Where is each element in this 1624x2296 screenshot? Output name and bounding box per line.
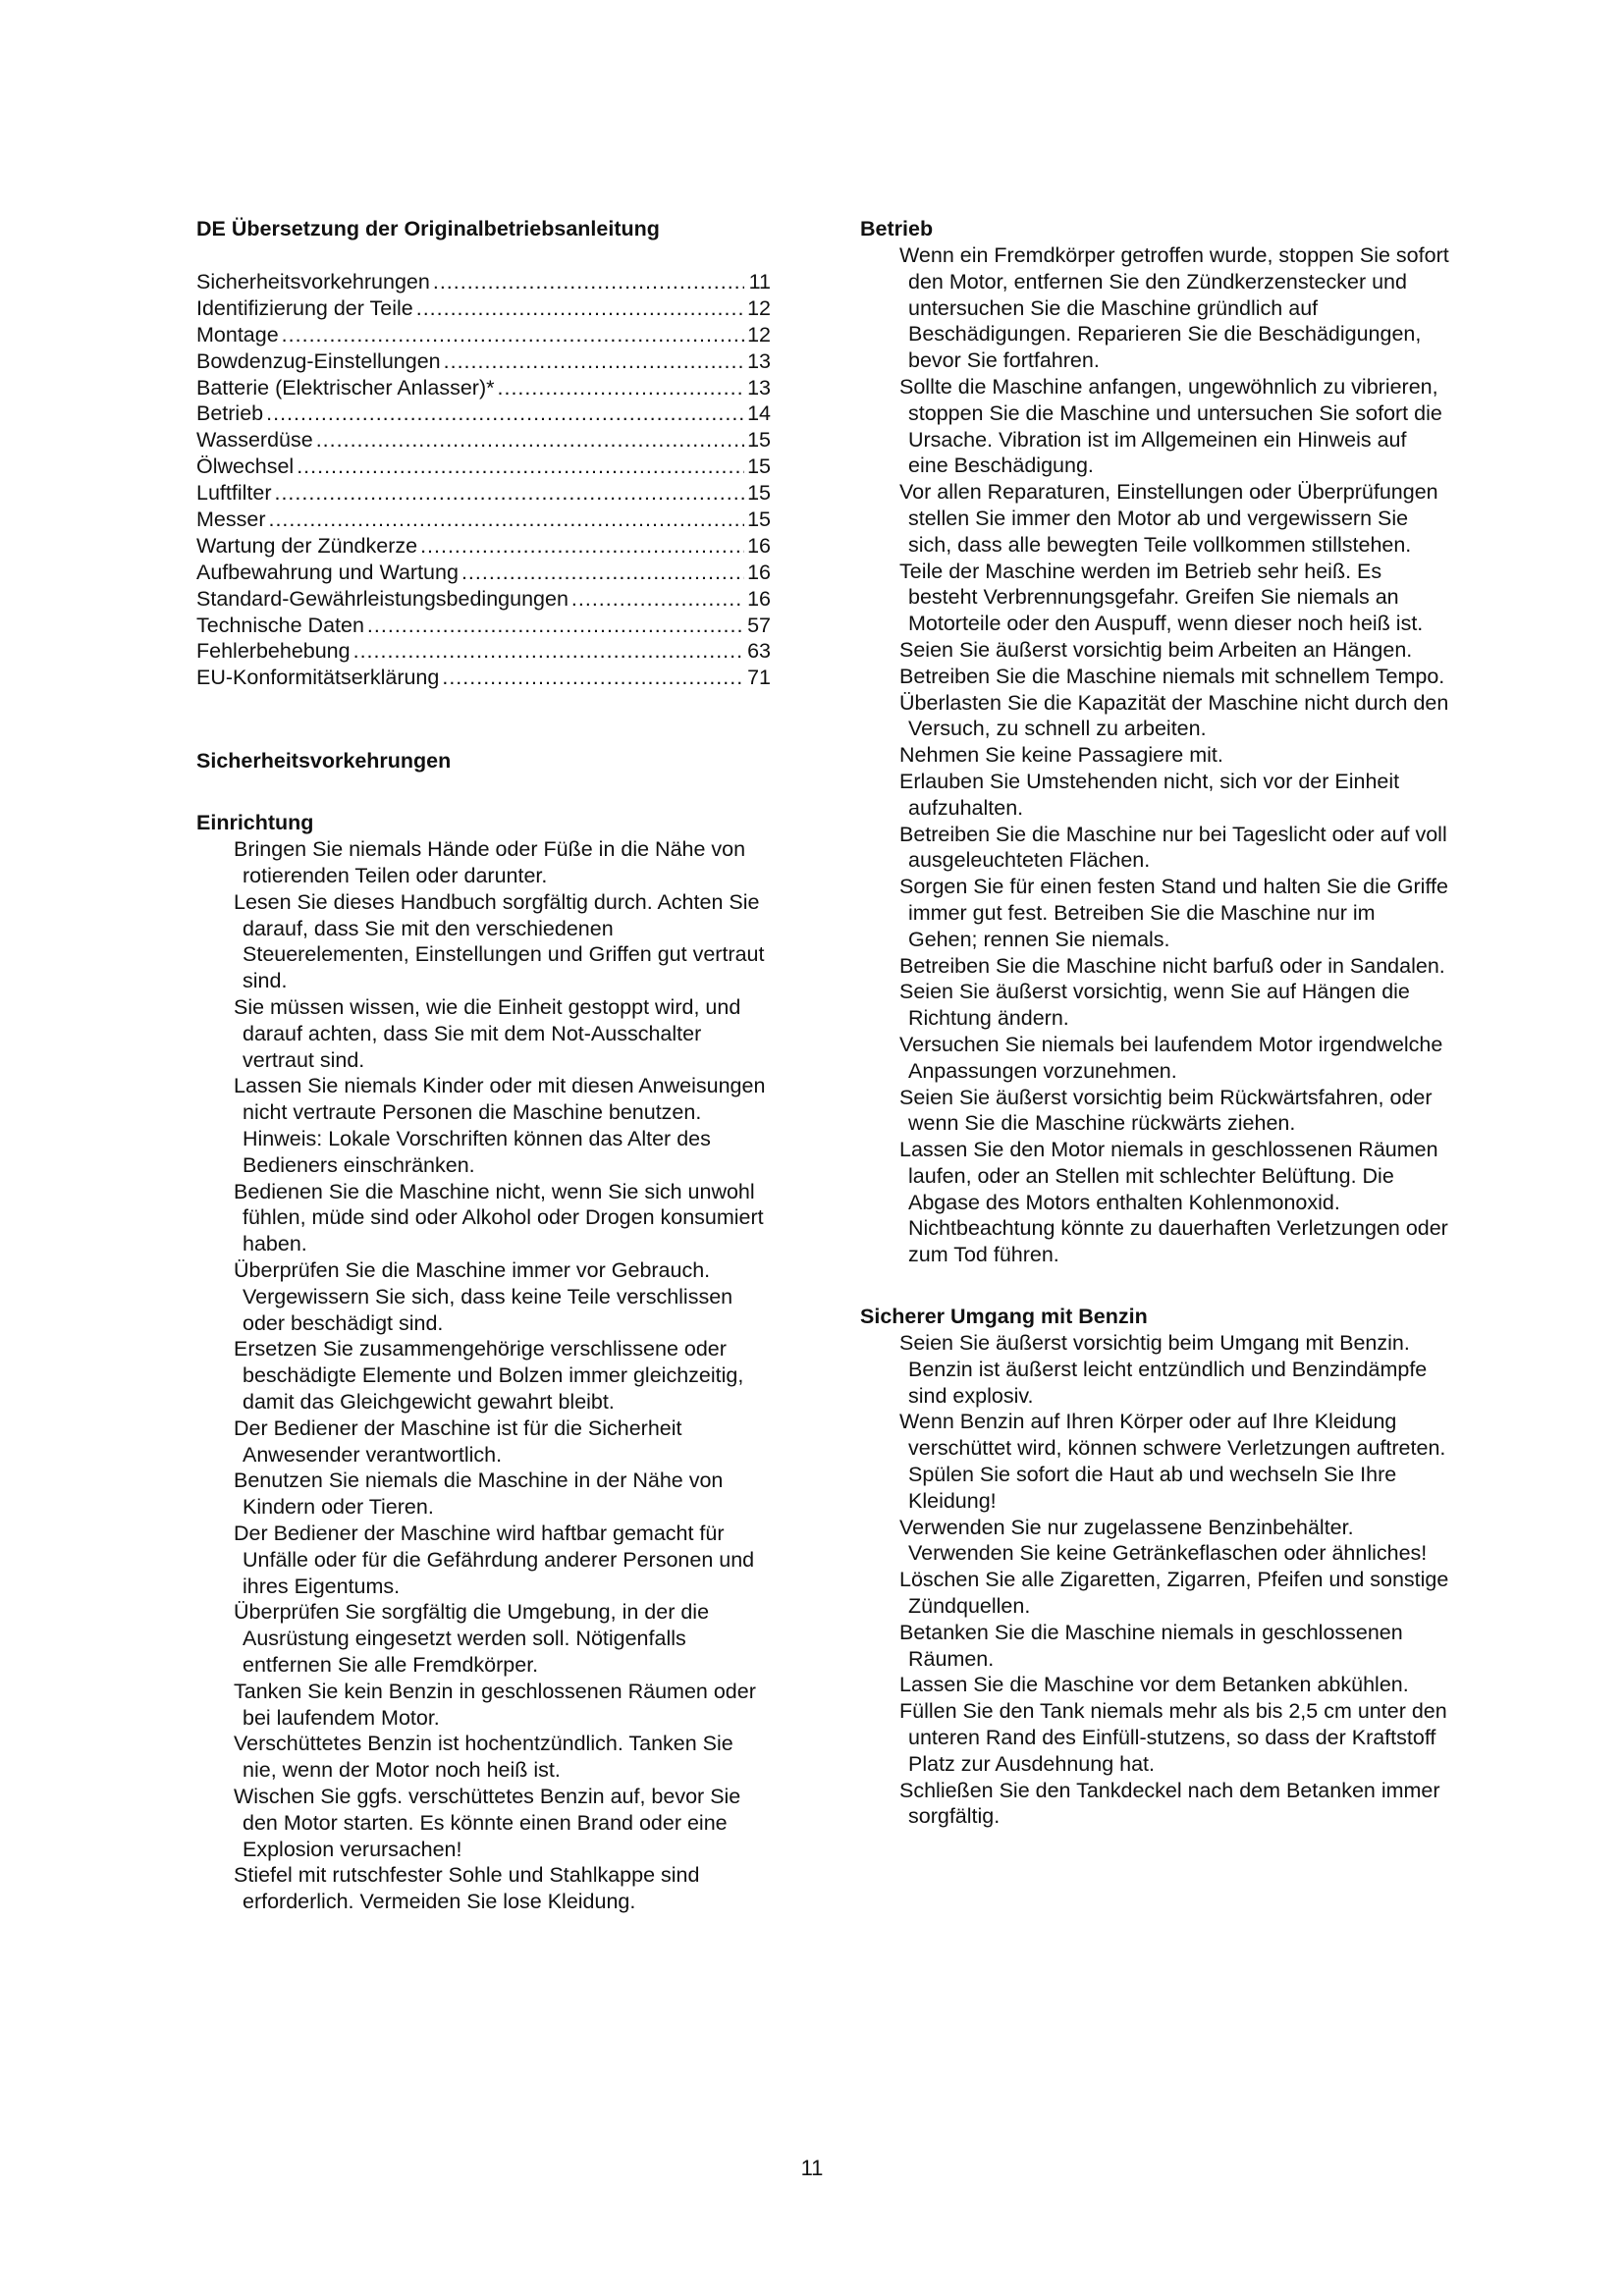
toc-entry-page: 13 — [747, 348, 771, 373]
instruction-item: Versuchen Sie niemals bei laufendem Motor irgendwelche Anpassungen vorzunehmen. — [899, 1032, 1443, 1083]
instruction-item: Wischen Sie ggfs. verschüttetes Benzin auf, bevor Sie den Motor starten. Es könnte einen Brand oder eine Explosion verursachen! — [234, 1784, 741, 1861]
toc-entry-page: 16 — [747, 533, 771, 558]
toc-entry — [196, 427, 771, 454]
toc-entry-title: Luftfilter — [196, 481, 272, 506]
toc-entry-title: Batterie (Elektrischer Anlasser)* — [196, 375, 495, 400]
instruction-item: Betanken Sie die Maschine niemals in geschlossenen Räumen. — [899, 1620, 1403, 1671]
toc-entry — [196, 638, 771, 665]
instruction-item: Überprüfen Sie die Maschine immer vor Gebrauch. Vergewissern Sie sich, dass keine Teile verschlissen oder beschädigt sind. — [234, 1258, 733, 1335]
toc-entry-title: Sicherheitsvorkehrungen — [196, 270, 430, 294]
toc-entry-page: 11 — [748, 270, 771, 294]
instruction-item: Seien Sie äußerst vorsichtig beim Arbeiten an Hängen. — [899, 637, 1413, 662]
instruction-item: Verwenden Sie nur zugelassene Benzinbehälter. Verwenden Sie keine Getränkeflaschen oder ähnliches! — [899, 1515, 1428, 1566]
subsection-heading-fuel: Sicherer Umgang mit Benzin — [860, 1305, 1148, 1329]
toc-leader-dots — [353, 638, 744, 665]
instruction-item: Benutzen Sie niemals die Maschine in der Nähe von Kindern oder Tieren. — [234, 1468, 724, 1520]
toc-entry — [196, 454, 771, 480]
toc-entry-title: Messer — [196, 507, 266, 532]
toc-entry-title: Identifizierung der Teile — [196, 295, 413, 320]
instruction-item: Stiefel mit rutschfester Sohle und Stahlkappe sind erforderlich. Vermeiden Sie lose Kleidung. — [234, 1863, 700, 1914]
right-column — [860, 216, 1449, 1830]
toc-leader-dots — [571, 586, 744, 613]
toc-entry-page: 12 — [747, 322, 771, 347]
toc-entry-page: 15 — [747, 507, 771, 532]
toc-entry — [196, 507, 771, 533]
toc-entry-page: 14 — [747, 401, 771, 426]
instruction-item: Lassen Sie die Maschine vor dem Betanken abkühlen. — [899, 1673, 1409, 1697]
instruction-item: Betreiben Sie die Maschine niemals mit schnellem Tempo. — [899, 664, 1445, 688]
operation-instructions-list — [860, 242, 1449, 1268]
instruction-item: Sollte die Maschine anfangen, ungewöhnlich zu vibrieren, stoppen Sie die Maschine und untersuchen Sie sofort die Ursache. Vibration ist im Allgemeinen ein Hinweis auf eine Beschädigung. — [899, 374, 1442, 478]
instruction-item: Bringen Sie niemals Hände oder Füße in die Nähe von rotierenden Teilen oder darunter. — [234, 837, 746, 888]
subsection-heading-operation: Betrieb — [860, 217, 934, 240]
instruction-item: Lesen Sie dieses Handbuch sorgfältig durch. Achten Sie darauf, dass Sie mit den verschiedenen Steuerelementen, Einstellungen und Griffen gut vertraut sind. — [234, 889, 765, 993]
instruction-item: Wenn Benzin auf Ihren Körper oder auf Ihre Kleidung verschüttet wird, können schwere Verletzungen auftreten. Spülen Sie sofort die Haut ab und wechseln Sie Ihre Kleidung! — [899, 1410, 1446, 1513]
toc-entry-title: Technische Daten — [196, 613, 364, 637]
instruction-item: Lassen Sie den Motor niemals in geschlossenen Räumen laufen, oder an Stellen mit schlechter Belüftung. Die Abgase des Motors enthalten Kohlenmonoxid. Nichtbeachtung könnte zu dauerhaften Verletzungen oder zum Tod führen. — [899, 1138, 1448, 1267]
instruction-item: Wenn ein Fremdkörper getroffen wurde, stoppen Sie sofort den Motor, entfernen Sie den Zündkerzenstecker und untersuchen Sie die Maschine gründlich auf Beschädigungen. Reparieren Sie die Beschädigungen, bevor Sie fortfahren. — [899, 243, 1449, 373]
toc-leader-dots — [442, 665, 744, 691]
instruction-item: Erlauben Sie Umstehenden nicht, sich vor der Einheit aufzuhalten. — [899, 769, 1400, 820]
toc-entry — [196, 613, 771, 639]
toc-entry-page: 16 — [747, 560, 771, 584]
toc-entry-page: 57 — [747, 613, 771, 637]
toc-entry-title: EU-Konformitätserklärung — [196, 666, 440, 690]
toc-entry — [196, 295, 771, 322]
toc-leader-dots — [367, 613, 744, 639]
toc-entry — [196, 586, 771, 613]
toc-entry-title: Wasserdüse — [196, 428, 313, 453]
instruction-item: Verschüttetes Benzin ist hochentzündlich. Tanken Sie nie, wenn der Motor noch heiß ist. — [234, 1732, 733, 1783]
toc-entry — [196, 480, 771, 507]
toc-leader-dots — [268, 507, 744, 533]
instruction-item: Nehmen Sie keine Passagiere mit. — [899, 743, 1223, 768]
toc-entry — [196, 400, 771, 427]
instruction-item: Ersetzen Sie zusammengehörige verschlissene oder beschädigte Elemente und Bolzen immer gleichzeitig, damit das Gleichgewicht gewahrt bleibt. — [234, 1337, 744, 1414]
section-heading-safety: Sicherheitsvorkehrungen — [196, 749, 452, 774]
toc-leader-dots — [498, 375, 745, 401]
instruction-item: Sie müssen wissen, wie die Einheit gestoppt wird, und darauf achten, dass Sie mit dem Not-Ausschalter vertraut sind. — [234, 995, 741, 1072]
instruction-item: Schließen Sie den Tankdeckel nach dem Betanken immer sorgfältig. — [899, 1778, 1440, 1829]
toc-leader-dots — [433, 269, 744, 295]
left-column — [196, 216, 771, 1915]
toc-entry — [196, 665, 771, 691]
toc-leader-dots — [282, 322, 744, 348]
toc-entry-page: 63 — [747, 639, 771, 664]
toc-entry-page: 71 — [747, 666, 771, 690]
instruction-item: Bedienen Sie die Maschine nicht, wenn Sie sich unwohl fühlen, müde sind oder Alkohol oder Drogen konsumiert haben. — [234, 1179, 764, 1256]
toc-entry-title: Montage — [196, 322, 279, 347]
instruction-item: Löschen Sie alle Zigaretten, Zigarren, Pfeifen und sonstige Zündquellen. — [899, 1568, 1449, 1619]
toc-leader-dots — [297, 454, 744, 480]
toc-entry — [196, 269, 771, 295]
toc-leader-dots — [266, 400, 744, 427]
toc-leader-dots — [420, 533, 744, 560]
toc-entry-title: Betrieb — [196, 401, 264, 426]
toc-entry-title: Wartung der Zündkerze — [196, 533, 418, 558]
document-title: DE Übersetzung der Originalbetriebsanleitung — [196, 217, 660, 240]
toc-entry-title: Bowdenzug-Einstellungen — [196, 348, 441, 373]
toc-entry — [196, 560, 771, 586]
toc-entry — [196, 322, 771, 348]
instruction-item: Lassen Sie niemals Kinder oder mit diesen Anweisungen nicht vertraute Personen die Maschine benutzen. Hinweis: Lokale Vorschriften können das Alter des Bedieners einschränken. — [234, 1074, 766, 1177]
instruction-item: Betreiben Sie die Maschine nur bei Tageslicht oder auf voll ausgeleuchteten Flächen. — [899, 822, 1447, 873]
instruction-item: Der Bediener der Maschine ist für die Sicherheit Anwesender verantwortlich. — [234, 1415, 682, 1467]
instruction-item: Sorgen Sie für einen festen Stand und halten Sie die Griffe immer gut fest. Betreiben Sie die Maschine nur im Gehen; rennen Sie niemals. — [899, 875, 1448, 951]
toc-entry-title: Fehlerbehebung — [196, 639, 351, 664]
instruction-item: Seien Sie äußerst vorsichtig beim Rückwärtsfahren, oder wenn Sie die Maschine rückwärts ziehen. — [899, 1085, 1433, 1136]
toc-entry-page: 15 — [747, 454, 771, 479]
toc-entry-title: Aufbewahrung und Wartung — [196, 560, 459, 584]
setup-instructions-list — [196, 836, 771, 1915]
toc-entry-title: Ölwechsel — [196, 454, 295, 479]
instruction-item: Vor allen Reparaturen, Einstellungen oder Überprüfungen stellen Sie immer den Motor ab und vergewissern Sie sich, dass alle bewegten Teile vollkommen stillstehen. — [899, 480, 1438, 557]
page-number: 11 — [800, 2156, 824, 2180]
instruction-item: Seien Sie äußerst vorsichtig, wenn Sie auf Hängen die Richtung ändern. — [899, 980, 1410, 1031]
instruction-item: Teile der Maschine werden im Betrieb sehr heiß. Es besteht Verbrennungsgefahr. Greifen Sie niemals an Motorteile oder den Auspuff, wenn dieser noch heiß ist. — [899, 559, 1424, 636]
toc-leader-dots — [416, 295, 744, 322]
toc-entry-title: Standard-Gewährleistungsbedingungen — [196, 586, 568, 611]
instruction-item: Betreiben Sie die Maschine nicht barfuß oder in Sandalen. — [899, 953, 1445, 978]
toc-leader-dots — [274, 480, 744, 507]
table-of-contents — [196, 269, 771, 691]
toc-entry-page: 13 — [747, 375, 771, 400]
instruction-item: Überprüfen Sie sorgfältig die Umgebung, in der die Ausrüstung eingesetzt werden soll. Nötigenfalls entfernen Sie alle Fremdkörper. — [234, 1600, 710, 1677]
toc-leader-dots — [461, 560, 744, 586]
instruction-item: Füllen Sie den Tank niemals mehr als bis 2,5 cm unter den unteren Rand des Einfüll-stutzens, so dass der Kraftstoff Platz zur Ausdehnung hat. — [899, 1699, 1447, 1776]
toc-entry — [196, 533, 771, 560]
toc-entry-page: 16 — [747, 586, 771, 611]
toc-entry-page: 15 — [747, 428, 771, 453]
instruction-item: Seien Sie äußerst vorsichtig beim Umgang mit Benzin. Benzin ist äußerst leicht entzündlich und Benzindämpfe sind explosiv. — [899, 1331, 1428, 1408]
subsection-heading-setup: Einrichtung — [196, 811, 314, 835]
toc-entry-page: 12 — [747, 295, 771, 320]
instruction-item: Tanken Sie kein Benzin in geschlossenen Räumen oder bei laufendem Motor. — [234, 1679, 756, 1730]
toc-entry — [196, 375, 771, 401]
toc-entry-page: 15 — [747, 481, 771, 506]
toc-leader-dots — [444, 348, 744, 375]
instruction-item: Der Bediener der Maschine wird haftbar gemacht für Unfälle oder für die Gefährdung anderer Personen und ihres Eigentums. — [234, 1521, 755, 1598]
toc-leader-dots — [316, 427, 744, 454]
toc-entry — [196, 348, 771, 375]
instruction-item: Überlasten Sie die Kapazität der Maschine nicht durch den Versuch, zu schnell zu arbeiten. — [899, 690, 1449, 741]
fuel-instructions-list — [860, 1330, 1449, 1830]
